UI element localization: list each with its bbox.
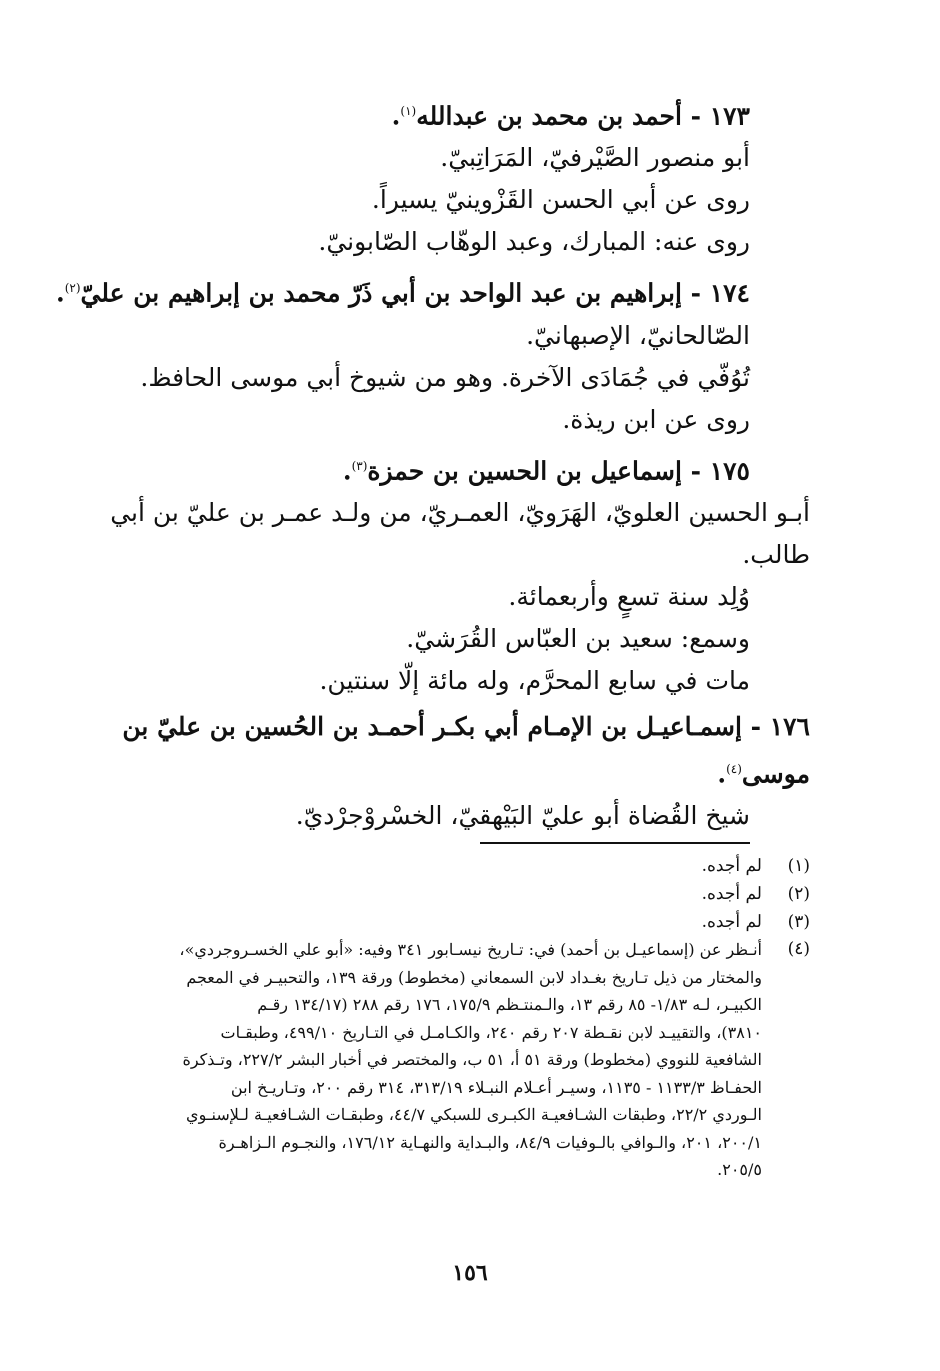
- entry-line: شيخ القُضاة أبو عليّ البَيْهقيّ، الخسْروْجرْديّ.: [295, 801, 750, 831]
- footnote-line: أنـظر عن (إسماعيـل بن أحمد) في: تـاريخ نيسـابور ٣٤١ وفيه: «أبو علي الخسـروجردي»،: [179, 940, 762, 959]
- entry-heading-176: ١٧٦ - إسمـاعيـل بن الإمـام أبي بكـر أحمـد بن الحُسين بن عليّ بن: [122, 711, 810, 741]
- entry-line: روى عن ابن ريذة.: [562, 404, 750, 434]
- footnote-line: ٣٨١٠)، والتقييـد لابن نقـطة ٢٠٧ رقم ٢٤٠، والكـامـل في التـاريخ ٤٩٩/١٠، وطبقـات: [220, 1022, 762, 1042]
- footnote-line: والمختار من ذيل تـاريخ بغـداد لابن السمعاني (مخطوط) ورقة ١٣٩، والتحبيـر في المعجم: [186, 967, 762, 987]
- footnote-2: [120, 880, 810, 908]
- footnote-text: لم أجده.: [701, 856, 762, 876]
- footnote-text: لم أجده.: [701, 912, 762, 932]
- entry-line: الصّالحانيّ، الإصبهانيّ.: [526, 320, 750, 350]
- footnote-text: لم أجده.: [701, 884, 762, 904]
- footnote-ref[interactable]: (٣): [351, 458, 368, 473]
- footnote-line: الـوردي ٢٢/٢، وطبقات الشـافعيـة الكبـرى للسبكي ٤٤/٧، وطبقـات الشـافعيـة لـلإسنـوي: [186, 1105, 762, 1124]
- entry-line: روى عنه: المبارك، وعبد الوهّاب الصّابونيّ.: [318, 227, 750, 257]
- entry-line: أبو منصور الصَّيْرفيّ، المَرَاتِبيّ.: [440, 143, 750, 173]
- footnote-ref[interactable]: (٢): [64, 281, 81, 296]
- footnote-line: الكبيـر، لـه ١/٨٣- ٨٥ رقم ١٣، والـمنتـظم ١٧٥/٩، ١٧٦ رقم ٢٨٨ (١٣٤/١٧ رقـم: [257, 995, 762, 1014]
- footnote-number: (٤): [787, 939, 810, 959]
- footnote-line: الشافعية للنووي (مخطوط) ورقة ٥١ أ، ٥١ ب، والمختصر في أخبار البشر ٢٢٧/٢، وتـذكرة: [182, 1050, 762, 1069]
- footnotes: [120, 852, 810, 1184]
- footnote-line: ٢٠٥/٥.: [717, 1160, 762, 1179]
- footnote-line: ٢٠٠/١، ٢٠١، والـوافي بالـوفيات ٨٤/٩، والبـداية والنهـاية ١٧٦/١٢، والنجـوم الـزاهـرة: [218, 1132, 762, 1152]
- entry-line: مات في سابع المحرَّم، وله مائة إلّا سنتين.: [319, 665, 750, 695]
- entry-line-wrapped: [70, 492, 810, 576]
- entry-line: روى عن أبي الحسن القَزْوينيّ يسيراً.: [371, 185, 750, 215]
- entry-line-continuation: طالب.: [742, 539, 810, 569]
- footnote-divider: [480, 842, 750, 844]
- footnote-ref[interactable]: (٤): [726, 761, 742, 776]
- footnote-number: (٢): [787, 884, 810, 904]
- entry-line: وسمع: سعيد بن العبّاس القُرَشيّ.: [406, 623, 750, 653]
- entry-line: وُلِد سنة تسعٍ وأربعمائة.: [508, 581, 750, 611]
- entry-heading-175: ١٧٥ - إسماعيل بن الحسين بن حمزة$^{(٣)}$.: [342, 455, 750, 485]
- entry-heading-173: ١٧٣ - أحمد بن محمد بن عبدالله$^{(١)}$.: [391, 101, 750, 131]
- footnote-ref[interactable]: (١): [400, 104, 417, 118]
- entry-line: تُوُفّي في جُمَادَى الآخرة. وهو من شيوخ أبي موسى الحافظ.: [140, 362, 750, 392]
- main-text: [55, 90, 810, 837]
- footnote-number: (٣): [787, 912, 810, 932]
- footnote-text: [120, 936, 762, 1184]
- page-number: ١٥٦: [452, 1260, 488, 1286]
- footnote-4: [120, 936, 810, 1184]
- footnote-3: [120, 908, 810, 936]
- entry-heading-174: ١٧٤ - إبراهيم بن عبد الواحد بن أبي ذَرّ محمد بن إبراهيم بن عليّ$^{(٢)}$.: [55, 278, 750, 308]
- entry-heading-176-continuation: موسى$^{(٤)}$.: [717, 759, 810, 789]
- footnote-1: [120, 852, 810, 880]
- footnote-line: الحفـاظ ١١٣٣/٣ - ١١٣٥، وسيـر أعـلام النبـلاء ٣١٣/١٩، ٣١٤ رقم ٢٠٠، وتـاريـخ ابن: [230, 1077, 762, 1097]
- footnote-number: (١): [787, 856, 810, 876]
- entry-line: أبـو الحسين العلويّ، الهَرَويّ، العمـريّ، من ولـد عمـر بن عليّ بن أبي: [110, 497, 810, 527]
